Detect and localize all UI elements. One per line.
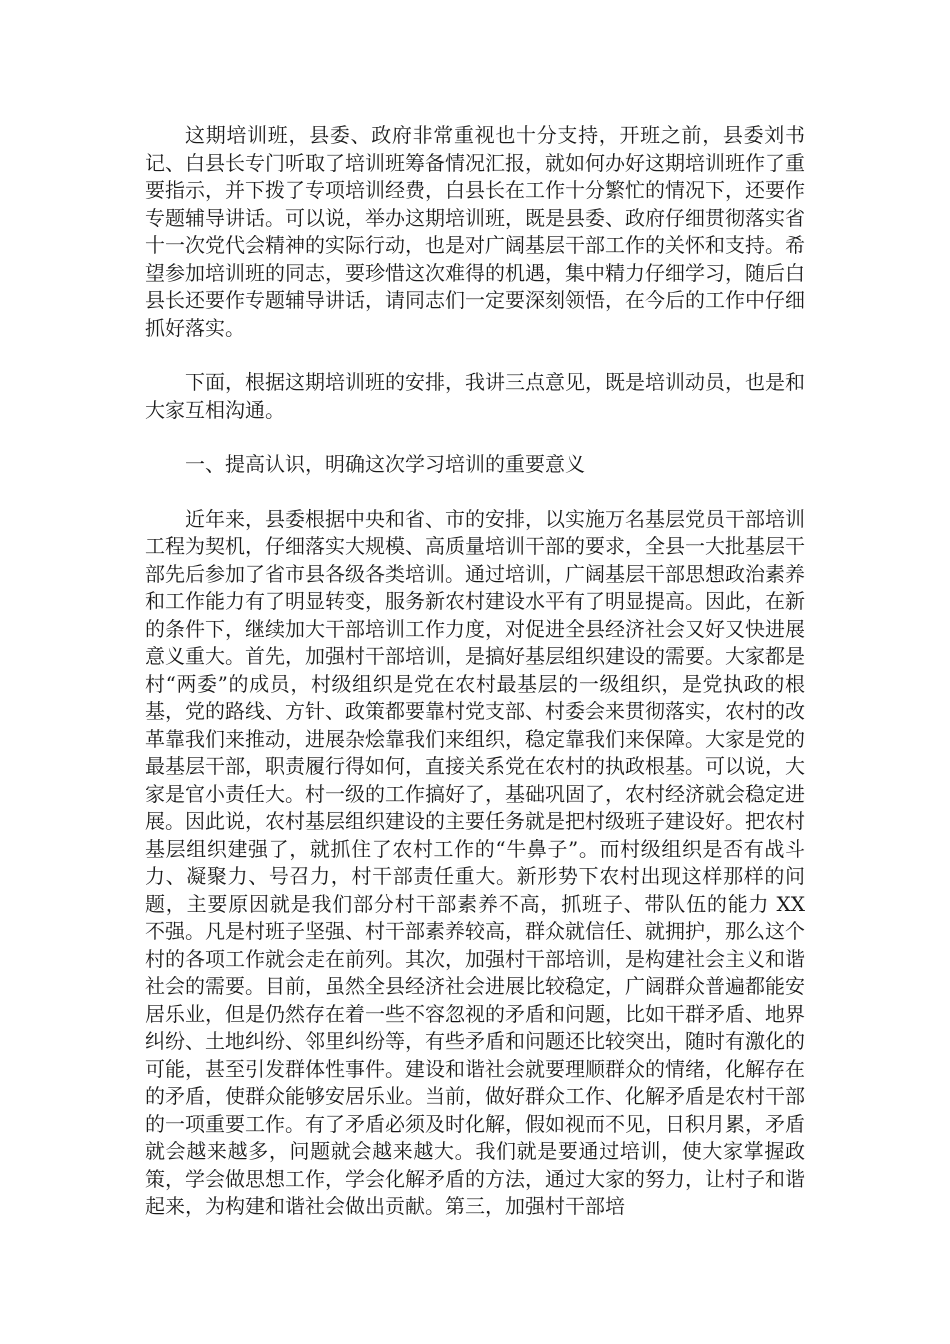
paragraph-training-support: 这期培训班，县委、政府非常重视也十分支持，开班之前，县委刘书记、白县长专门听取了培训班筹备情况汇报，就如何办好这期培训班作了重要指示，并下拨了专项培训经费，白县长在工作十分繁忙的情况下，还要作专题辅导讲话。可以说，举办这期培训班，既是县委、政府仔细贯彻落实省十一次党代会精神的实际行动，也是对广阔基层干部工作的关怀和支持。希望参加培训班的同志，要珍惜这次难得的机遇，集中精力仔细学习，随后白县长还要作专题辅导讲话，请同志们一定要深刻领悟，在今后的工作中仔细抓好落实。	[145, 123, 805, 340]
paragraph-spacer	[145, 424, 805, 451]
paragraph-spacer	[145, 479, 805, 506]
paragraph-recent-years: 近年来，县委根据中央和省、市的安排，以实施万名基层党员干部培训工程为契机，仔细落实大规模、高质量培训干部的要求，全县一大批基层干部先后参加了省市县各级各类培训。通过培训，广阔基层干部思想政治素养和工作能力有了明显转变，服务新农村建设水平有了明显提高。因此，在新的条件下，继续加大干部培训工作力度，对促进全县经济社会又好又快进展意义重大。首先，加强村干部培训，是搞好基层组织建设的需要。大家都是村“两委”的成员，村级组织是党在农村最基层的一级组织，是党执政的根基，党的路线、方针、政策都要靠村党支部、村委会来贯彻落实，农村的改革靠我们来推动，进展杂烩靠我们来组织，稳定靠我们来保障。大家是党的最基层干部，职责履行得如何，直接关系党在农村的执政根基。可以说，大家是官小责任大。村一级的工作搞好了，基础巩固了，农村经济就会稳定进展。因此说，农村基层组织建设的主要任务就是把村级班子建设好。把农村基层组织建强了，就抓住了农村工作的“牛鼻子”。而村级组织是否有战斗力、凝聚力、号召力，村干部责任重大。新形势下农村出现这样那样的问题，主要原因就是我们部分村干部素养不高，抓班子、带队伍的能力 XX 不强。凡是村班子坚强、村干部素养较高，群众就信任、就拥护，那么这个村的各项工作就会走在前列。其次，加强村干部培训，是构建社会主义和谐社会的需要。目前，虽然全县经济社会进展比较稳定，广阔群众普遍都能安居乐业，但是仍然存在着一些不容忽视的矛盾和问题，比如干群矛盾、地界纠纷、土地纠纷、邻里纠纷等，有些矛盾和问题还比较突出，随时有激化的可能，甚至引发群体性事件。建设和谐社会就要理顺群众的情绪，化解存在的矛盾，使群众能够安居乐业。当前，做好群众工作、化解矛盾是农村干部的一项重要工作。有了矛盾必须及时化解，假如视而不见，日积月累，矛盾就会越来越多，问题就会越来越大。我们就是要通过培训，使大家掌握政策，学会做思想工作，学会化解矛盾的方法，通过大家的努力，让村子和谐起来，为构建和谐社会做出贡献。第三，加强村干部培	[145, 506, 805, 1218]
paragraph-spacer	[145, 342, 805, 369]
section-heading-one: 一、提高认识，明确这次学习培训的重要意义	[185, 452, 585, 476]
document-body	[145, 122, 805, 1221]
paragraph-three-points: 下面，根据这期培训班的安排，我讲三点意见，既是培训动员，也是和大家互相沟通。	[145, 370, 805, 422]
